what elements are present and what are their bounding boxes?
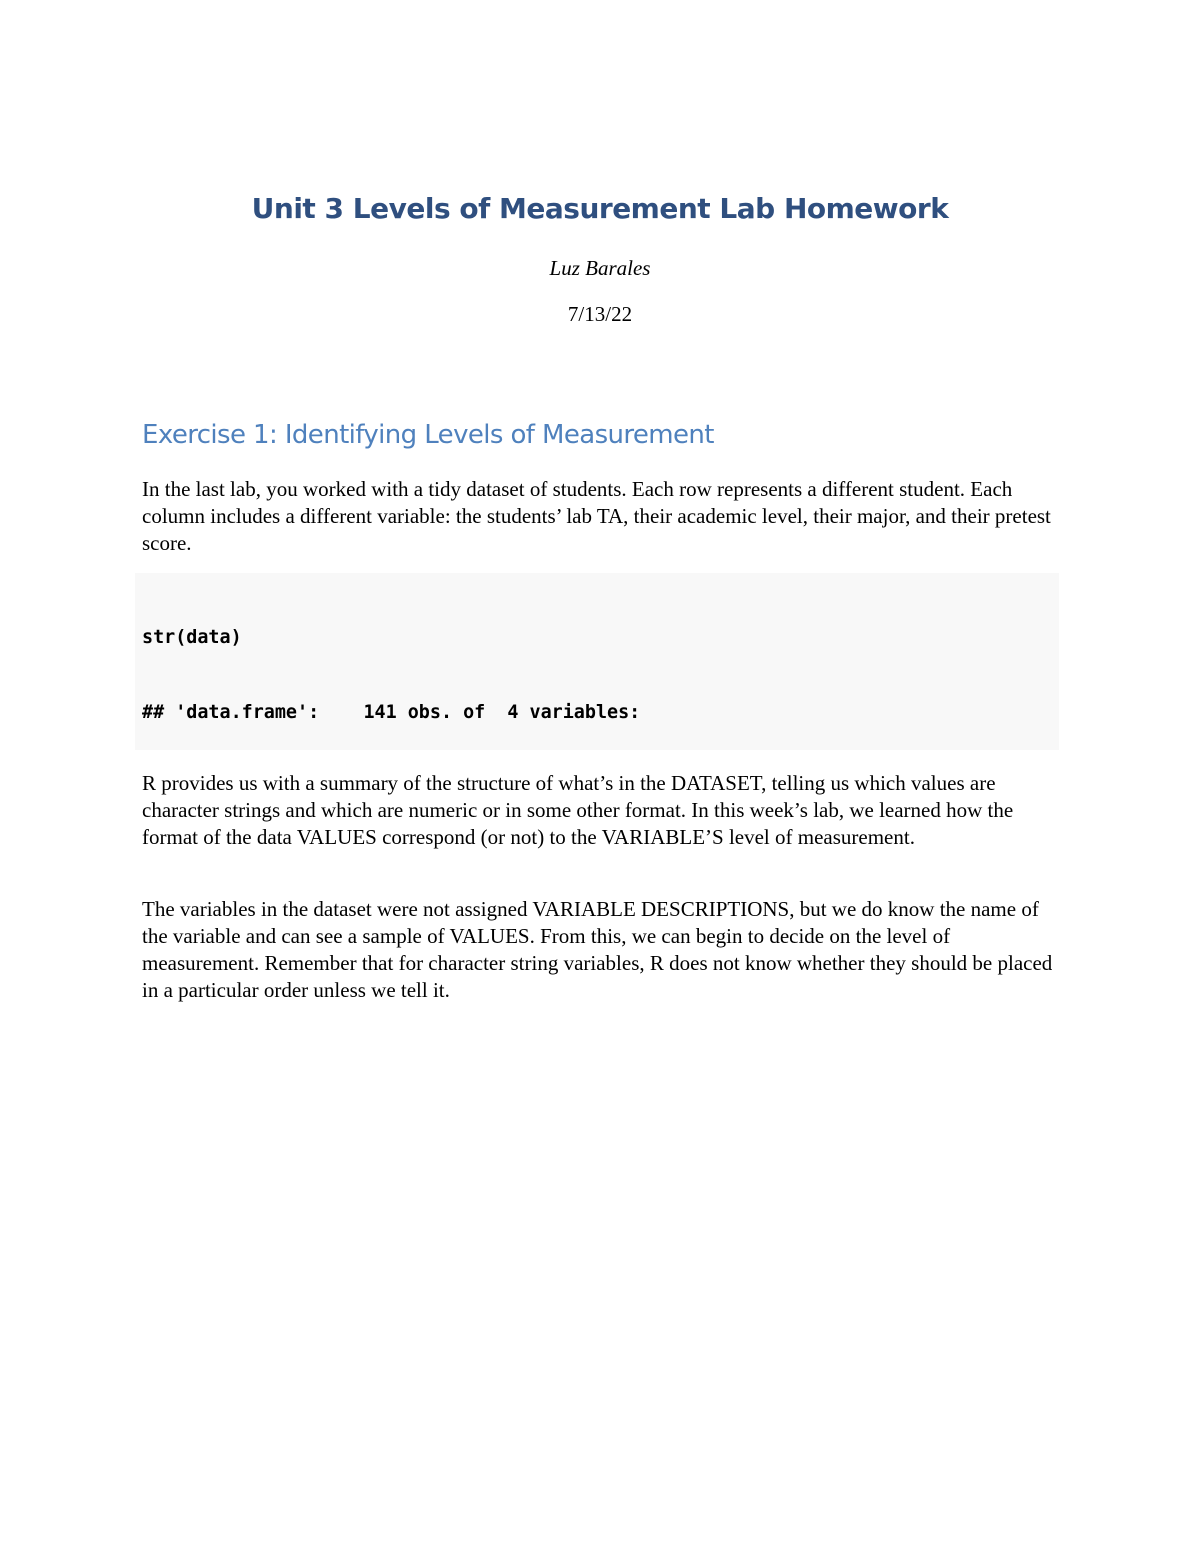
structure-summary-paragraph: R provides us with a summary of the structure of what’s in the DATASET, telling us which values are character strings and which are numeric or in some other format. In this week’s lab, we learned how the format of the data VALUES correspond (or not) to the VARIABLE’S level of measurement.: [142, 771, 1014, 849]
document-title: Unit 3 Levels of Measurement Lab Homework: [251, 192, 949, 225]
exercise-1-intro-paragraph: In the last lab, you worked with a tidy dataset of students. Each row represents a different student. Each column includes a different variable: the students’ lab TA, their academic level, their major, and their pretest score.: [142, 477, 1051, 555]
code-line-command: str(data): [142, 626, 242, 648]
variable-descriptions-paragraph: The variables in the dataset were not assigned VARIABLE DESCRIPTIONS, but we do know the name of the variable and can see a sample of VALUES. From this, we can begin to decide on the level of measurement. Remember that for character string variables, R does not know whether they should be placed in a particular order unless we tell it.: [142, 897, 1053, 1002]
document-date: 7/13/22: [567, 302, 633, 326]
document-author: Luz Barales: [549, 256, 651, 280]
r-code-block: [135, 573, 1059, 750]
exercise-1-heading: Exercise 1: Identifying Levels of Measurement: [142, 420, 714, 450]
code-line-output: ## 'data.frame': 141 obs. of 4 variables:: [142, 702, 641, 724]
